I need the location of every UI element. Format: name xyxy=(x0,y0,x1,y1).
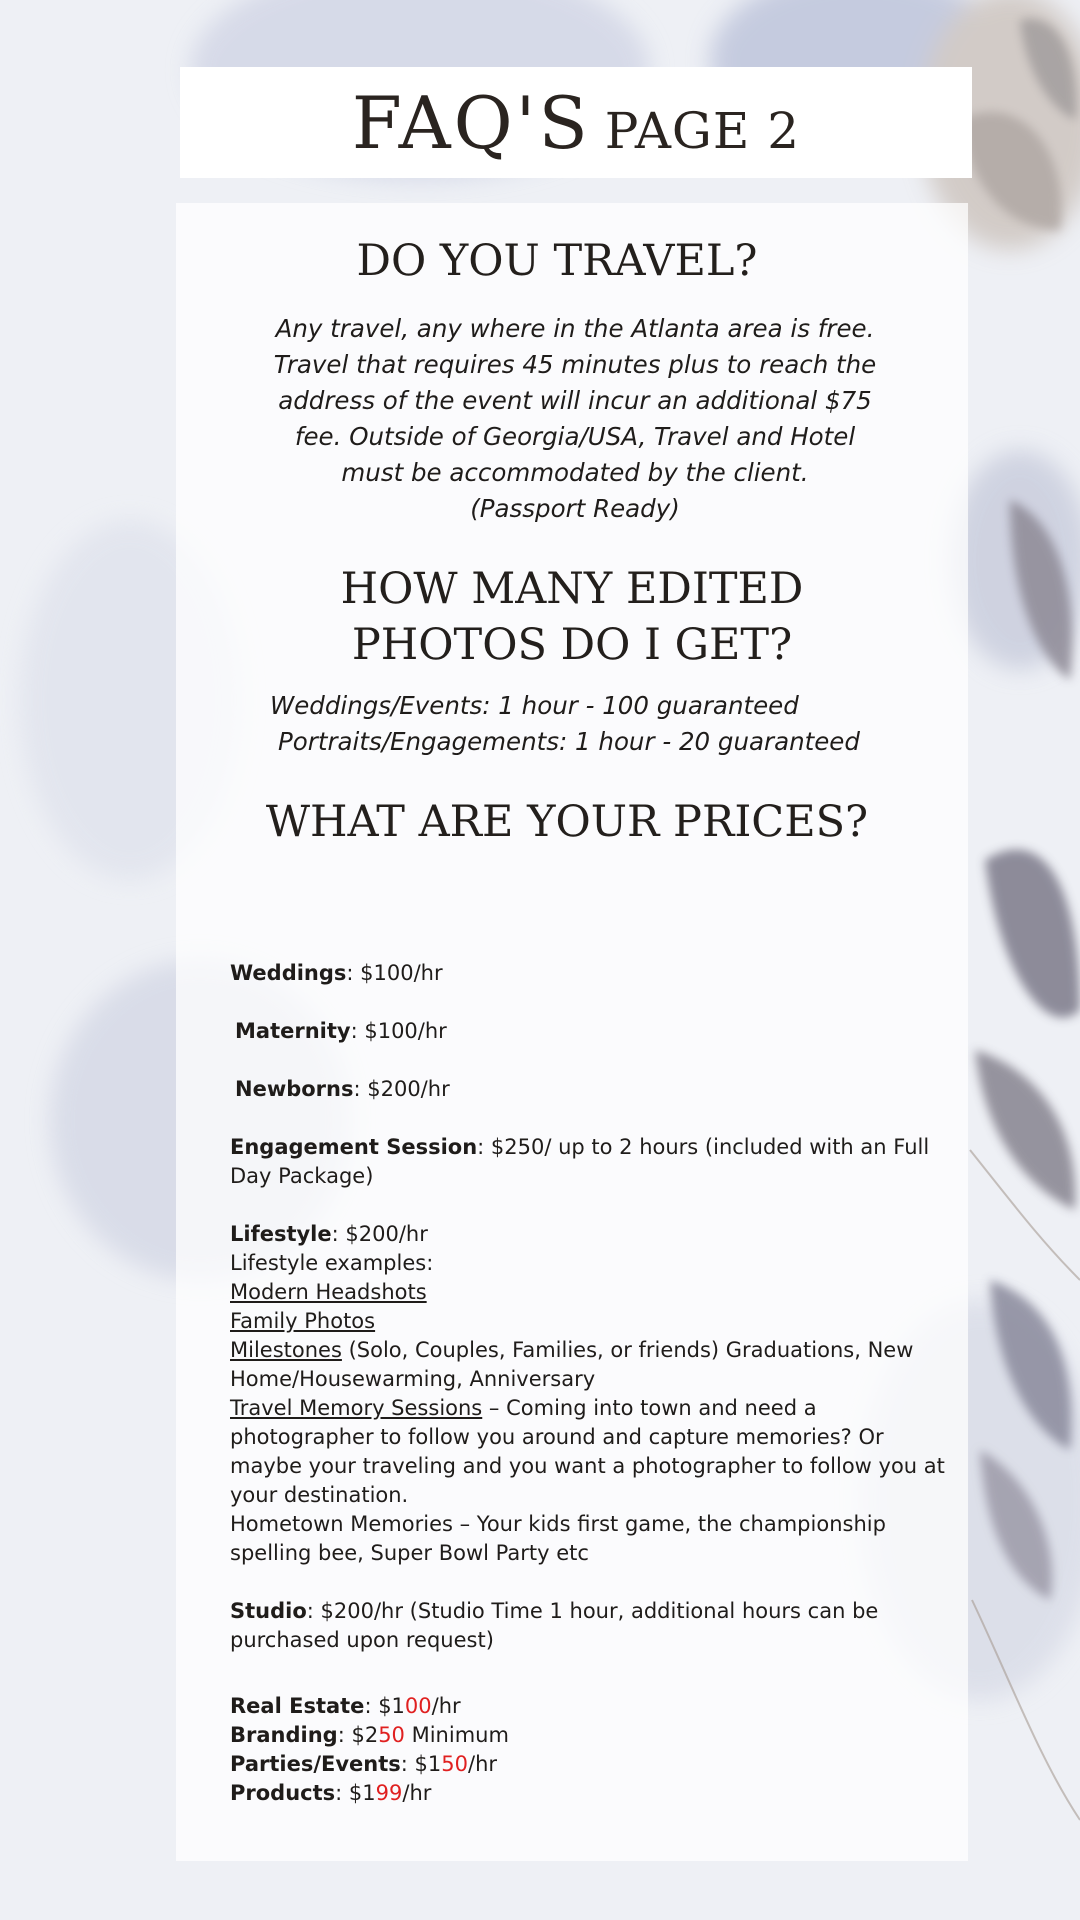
price-engagement xyxy=(230,1133,929,1191)
price-value: : $200/hr (Studio Time 1 hour, additional hours can be xyxy=(306,1599,879,1623)
photos-heading-line2: PHOTOS DO I GET? xyxy=(351,620,793,670)
travel-answer-line: Travel that requires 45 minutes plus to reach the xyxy=(273,350,877,379)
price-label: Real Estate xyxy=(230,1694,365,1718)
price-value: : $100/hr xyxy=(346,961,443,985)
price-products: Products: $199/hr xyxy=(230,1781,432,1805)
title-banner xyxy=(180,67,972,178)
travel-answer-line: fee. Outside of Georgia/USA, Travel and Hotel xyxy=(294,422,856,451)
price-newborns xyxy=(235,1075,450,1104)
modern-headshots-link[interactable]: Modern Headshots xyxy=(230,1280,427,1304)
price-branding: Branding: $250 Minimum xyxy=(230,1723,509,1747)
price-value: : $200/hr xyxy=(331,1222,428,1246)
milestones-description: (Solo, Couples, Families, or friends) Graduations, New xyxy=(341,1338,914,1362)
price-label: Branding xyxy=(230,1723,338,1747)
price-lifestyle xyxy=(230,1220,945,1568)
travel-heading: DO YOU TRAVEL? xyxy=(356,236,758,286)
price-label: Lifestyle xyxy=(230,1222,332,1246)
milestones-link[interactable]: Milestones xyxy=(230,1338,342,1362)
photos-weddings-line: Weddings/Events: 1 hour - 100 guaranteed xyxy=(270,691,799,720)
hometown-memories-line: spelling bee, Super Bowl Party etc xyxy=(230,1541,589,1565)
price-real-estate: Real Estate: $100/hr xyxy=(230,1694,461,1718)
travel-answer-line: address of the event will incur an additional $75 xyxy=(278,386,872,415)
price-label: Products xyxy=(230,1781,336,1805)
price-label: Engagement Session xyxy=(230,1135,478,1159)
travel-memory-description-line: maybe your traveling and you want a photographer to follow you at xyxy=(230,1454,945,1478)
travel-answer-line: (Passport Ready) xyxy=(470,494,680,523)
family-photos-link[interactable]: Family Photos xyxy=(230,1309,376,1333)
price-value: : $250/ up to 2 hours (included with an Full xyxy=(477,1135,930,1159)
prices-heading: WHAT ARE YOUR PRICES? xyxy=(265,797,869,847)
travel-memory-description: – Coming into town and need a xyxy=(482,1396,817,1420)
page-title xyxy=(180,81,972,165)
hometown-memories-line: Hometown Memories – Your kids first game, the championship xyxy=(230,1512,886,1536)
travel-memory-description-line: photographer to follow you around and capture memories? Or xyxy=(230,1425,884,1449)
travel-answer xyxy=(176,311,974,527)
price-label: Studio xyxy=(230,1599,307,1623)
price-maternity xyxy=(235,1017,447,1046)
price-label: Parties/Events xyxy=(230,1752,401,1776)
travel-answer-line: must be accommodated by the client. xyxy=(341,458,809,487)
photos-portraits-line: Portraits/Engagements: 1 hour - 20 guaranteed xyxy=(278,727,860,756)
travel-memory-description-line: your destination. xyxy=(230,1483,409,1507)
price-label: Weddings xyxy=(230,961,347,985)
milestones-description-cont: Home/Housewarming, Anniversary xyxy=(230,1367,596,1391)
travel-answer-line: Any travel, any where in the Atlanta area is free. xyxy=(275,314,875,343)
price-parties-events: Parties/Events: $150/hr xyxy=(230,1752,498,1776)
price-studio xyxy=(230,1597,878,1655)
travel-memory-sessions-link[interactable]: Travel Memory Sessions xyxy=(230,1396,483,1420)
price-list-extra xyxy=(230,1692,509,1808)
photos-heading-line1: HOW MANY EDITED xyxy=(340,564,804,614)
photos-heading xyxy=(176,561,968,673)
photos-answer xyxy=(270,688,860,760)
price-value: : $100/hr xyxy=(350,1019,447,1043)
price-label: Newborns xyxy=(235,1077,354,1101)
price-label: Maternity xyxy=(235,1019,351,1043)
lifestyle-examples-label: Lifestyle examples: xyxy=(230,1251,434,1275)
price-studio-cont: purchased upon request) xyxy=(230,1628,494,1652)
page-title-main: FAQ'S xyxy=(351,81,591,165)
price-value: : $200/hr xyxy=(353,1077,450,1101)
price-engagement-cont: Day Package) xyxy=(230,1164,374,1188)
price-weddings xyxy=(230,959,443,988)
page-title-sub: PAGE 2 xyxy=(604,102,801,160)
